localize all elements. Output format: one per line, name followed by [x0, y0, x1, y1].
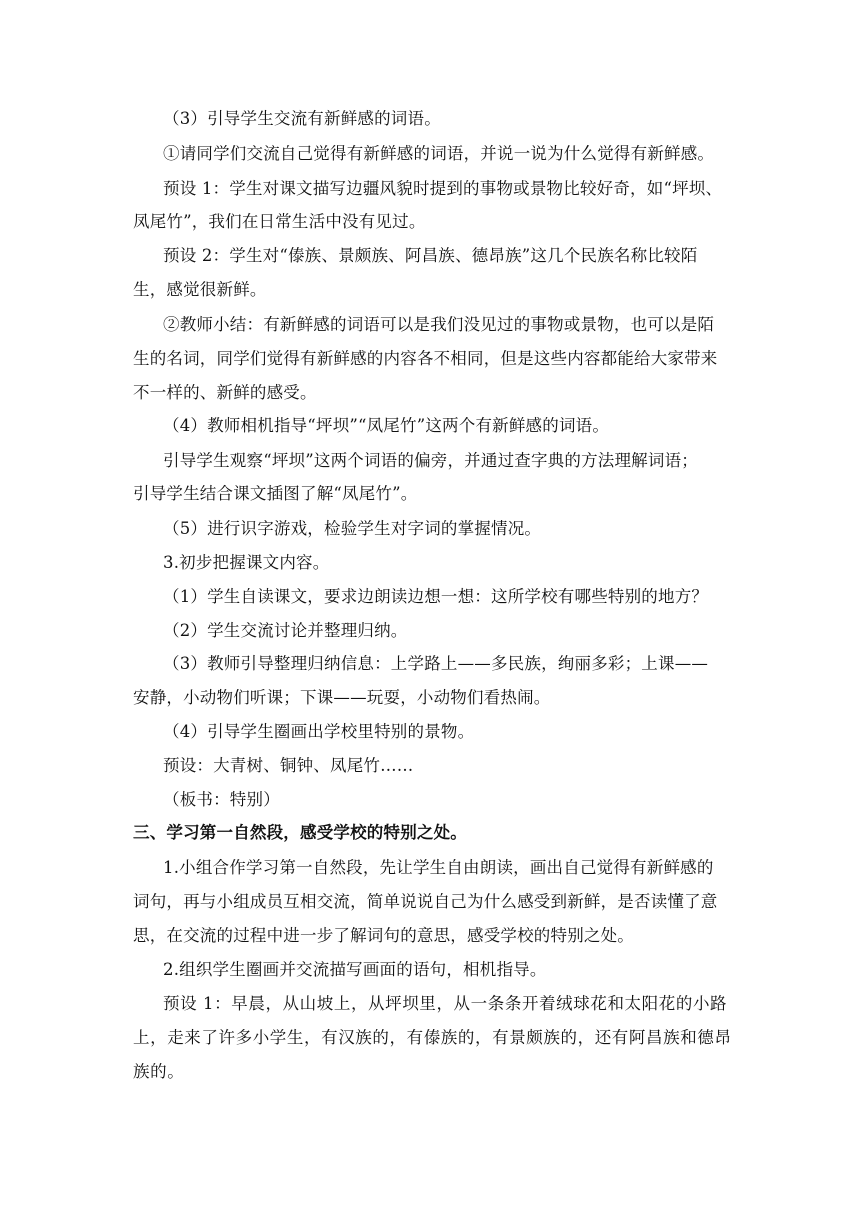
paragraph-line: 3.初步把握课文内容。	[163, 553, 330, 572]
paragraph-line: 预设 1：学生对课文描写边疆风貌时提到的事物或景物比较好奇，如“坪坝、	[163, 179, 723, 198]
paragraph-line: 族的。	[133, 1062, 185, 1081]
paragraph-line: 词句，再与小组成员互相交流，简单说说自己为什么感受到新鲜，是否读懂了意	[133, 892, 718, 911]
paragraph-line: 生，感觉很新鲜。	[133, 280, 267, 299]
paragraph-line: （3）引导学生交流有新鲜感的词语。	[163, 109, 441, 128]
paragraph-line: 2.组织学生圈画并交流描写画面的语句，相机指导。	[163, 960, 547, 979]
paragraph-line: 引导学生结合课文插图了解“凤尾竹”。	[133, 484, 418, 503]
paragraph-line: ②教师小结：有新鲜感的词语可以是我们没见过的事物或景物，也可以是陌	[163, 315, 715, 334]
paragraph-line: 预设 1：早晨，从山坡上，从坪坝里，从一条条开着绒球花和太阳花的小路	[163, 994, 728, 1013]
paragraph-line: 安静，小动物们听课；下课——玩耍，小动物们看热闹。	[133, 688, 551, 707]
paragraph-line: （2）学生交流讨论并整理归纳。	[163, 621, 408, 640]
paragraph-line: （3）教师引导整理归纳信息：上学路上——多民族，绚丽多彩；上课——	[163, 654, 709, 673]
paragraph-line: 预设 2：学生对“傣族、景颇族、阿昌族、德昂族”这几个民族名称比较陌	[163, 246, 698, 265]
paragraph-line: 不一样的、新鲜的感受。	[133, 383, 317, 402]
paragraph-line: 思，在交流的过程中进一步了解词句的意思，感受学校的特别之处。	[133, 926, 634, 945]
paragraph-line: 上，走来了许多小学生，有汉族的，有傣族的，有景颇族的，还有阿昌族和德昂	[133, 1028, 732, 1047]
paragraph-line: （板书：特别）	[163, 790, 280, 809]
section-heading: 三、学习第一自然段，感受学校的特别之处。	[133, 823, 467, 842]
paragraph-line: 引导学生观察“坪坝”这两个词语的偏旁，并通过查字典的方法理解词语；	[163, 451, 698, 470]
paragraph-line: （1）学生自读课文，要求边朗读边想一想：这所学校有哪些特别的地方？	[163, 587, 709, 606]
paragraph-line: 1.小组合作学习第一自然段，先让学生自由朗读，画出自己觉得有新鲜感的	[163, 858, 714, 877]
paragraph-line: 生的名词，同学们觉得有新鲜感的内容各不相同，但是这些内容都能给大家带来	[133, 349, 718, 368]
paragraph-line: （5）进行识字游戏，检验学生对字词的掌握情况。	[163, 519, 542, 538]
paragraph-line: （4）引导学生圈画出学校里特别的景物。	[163, 722, 475, 741]
paragraph-line: 预设：大青树、铜钟、凤尾竹……	[163, 756, 414, 775]
paragraph-line: ①请同学们交流自己觉得有新鲜感的词语，并说一说为什么觉得有新鲜感。	[163, 144, 715, 163]
paragraph-line: 凤尾竹”，我们在日常生活中没有见过。	[133, 212, 426, 231]
paragraph-line: （4）教师相机指导“坪坝”“凤尾竹”这两个有新鲜感的词语。	[163, 416, 610, 435]
